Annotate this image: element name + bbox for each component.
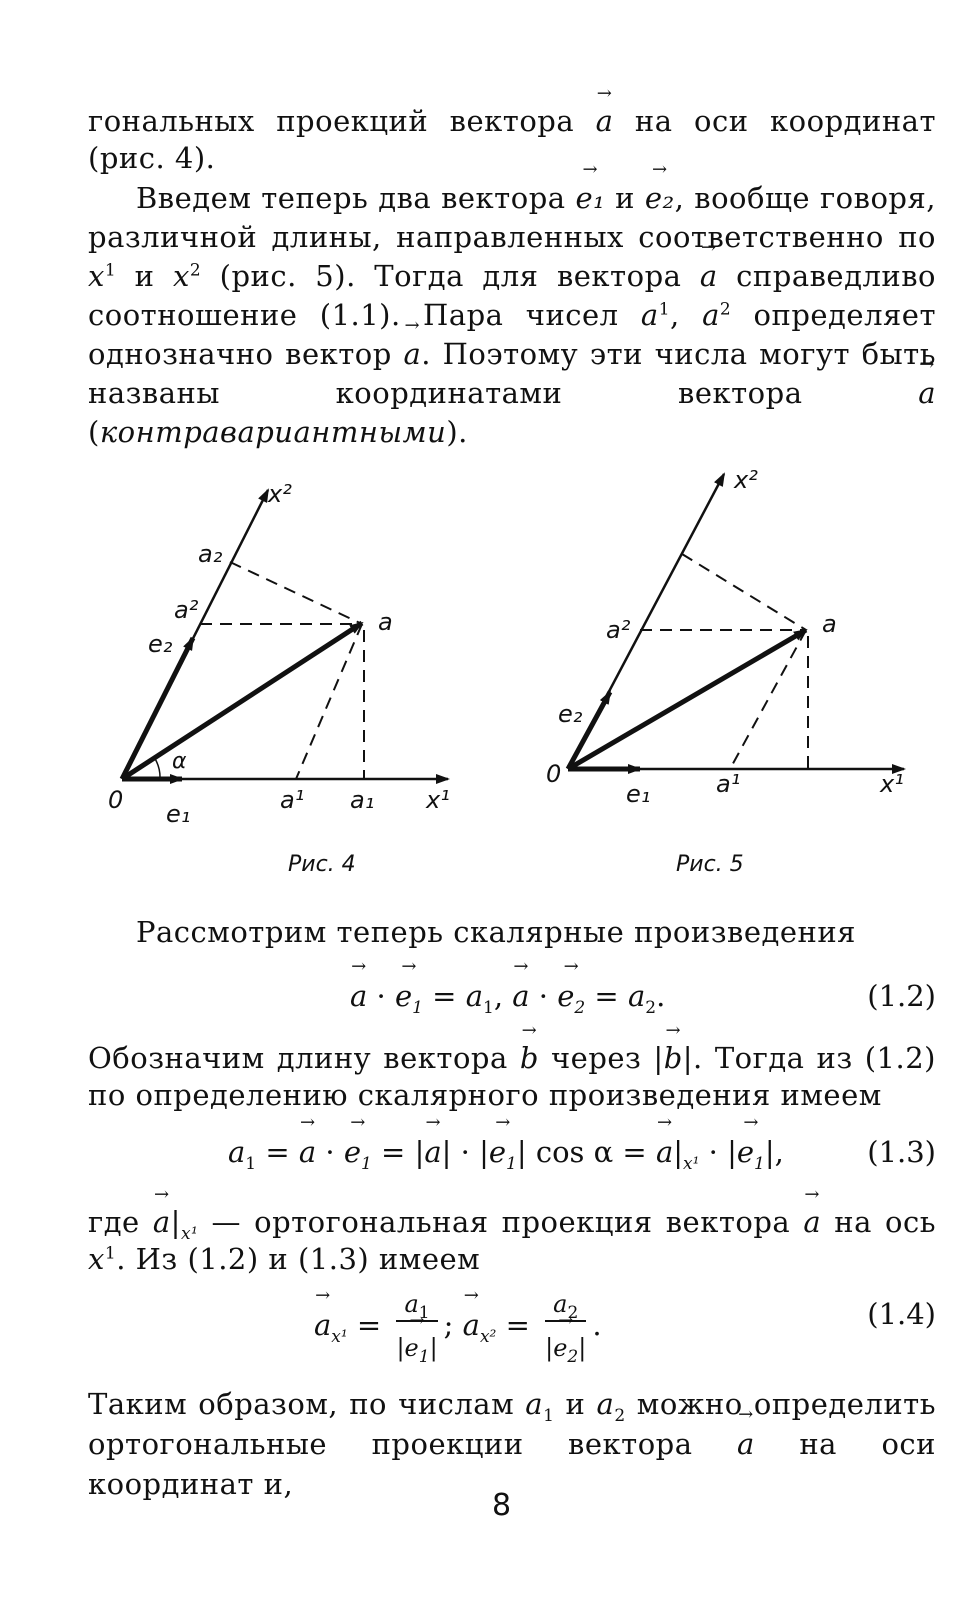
text: | bbox=[170, 1205, 181, 1239]
superscript: 1 bbox=[104, 1243, 117, 1264]
label-a-sup2: a² bbox=[606, 616, 631, 644]
text: , вообще говоря, различной длины, направленных соответственно по bbox=[88, 181, 937, 254]
equation-1-4 bbox=[88, 1288, 936, 1368]
vector-e1: → e₁ bbox=[575, 179, 605, 218]
equation-1-2 bbox=[88, 976, 936, 1036]
vector-e2 bbox=[557, 976, 585, 1016]
text: | bbox=[578, 1334, 587, 1362]
text: на оси координат (рис. 4). bbox=[88, 104, 936, 175]
text: · bbox=[316, 1135, 344, 1169]
text: Обозначим длину вектора bbox=[88, 1041, 520, 1075]
text: = a bbox=[585, 979, 646, 1013]
label-x1: x¹ bbox=[880, 770, 904, 798]
vector-e1 bbox=[395, 976, 423, 1016]
subscript: 1 bbox=[543, 1405, 555, 1426]
e-var: e bbox=[736, 1135, 755, 1169]
text: ( bbox=[88, 415, 100, 449]
text: |, bbox=[764, 1135, 784, 1169]
equation-number: (1.3) bbox=[867, 1135, 936, 1169]
label-a-sub1: a₁ bbox=[350, 786, 375, 814]
fraction bbox=[545, 1288, 586, 1366]
label-e2: e₂ bbox=[558, 700, 583, 728]
dashed-perp-x2 bbox=[230, 562, 362, 624]
dot: · bbox=[367, 979, 395, 1013]
paragraph-4 bbox=[88, 1040, 936, 1114]
label-e1: e₁ bbox=[626, 780, 651, 808]
superscript: 1 bbox=[104, 260, 117, 281]
vector-e1 bbox=[737, 1132, 765, 1172]
text: гональных проекций вектора bbox=[88, 104, 596, 138]
equation-number: (1.2) bbox=[867, 979, 936, 1013]
subscript: 1 bbox=[245, 1153, 257, 1174]
equation-body bbox=[314, 1288, 602, 1366]
subscript: 1 bbox=[754, 1153, 765, 1174]
caption-fig4: Рис. 4 bbox=[288, 852, 356, 877]
label-a: a bbox=[378, 608, 393, 636]
text: (рис. 5). Тогда для вектора bbox=[201, 259, 700, 293]
equation-body bbox=[350, 976, 665, 1016]
vector-e1 bbox=[405, 1330, 430, 1366]
subscript: 1 bbox=[506, 1153, 517, 1174]
text: | bbox=[545, 1334, 554, 1362]
subscript: x² bbox=[479, 1326, 497, 1347]
text: где bbox=[88, 1205, 153, 1239]
label-origin: 0 bbox=[546, 760, 562, 788]
e-var: e bbox=[343, 1135, 361, 1169]
e-var: e bbox=[557, 979, 575, 1013]
dot: · bbox=[529, 979, 558, 1013]
e-var: e bbox=[488, 1135, 507, 1169]
dashed-perp-x2 bbox=[682, 554, 806, 630]
text: = bbox=[347, 1308, 391, 1342]
text: Введем теперь два вектора bbox=[136, 181, 576, 215]
text: и bbox=[116, 259, 173, 293]
subscript: x¹ bbox=[180, 1223, 199, 1244]
text: . bbox=[656, 979, 666, 1013]
vector-a: → a bbox=[403, 335, 421, 374]
text: . Из (1.2) и (1.3) имеем bbox=[116, 1242, 481, 1276]
vector-e1 bbox=[344, 1132, 372, 1172]
vector-a: → a bbox=[424, 1132, 441, 1172]
subscript: x¹ bbox=[683, 1153, 700, 1174]
superscript: 2 bbox=[189, 260, 202, 281]
italic-term: контравариантными bbox=[99, 415, 447, 449]
fraction bbox=[396, 1288, 437, 1366]
subscript: 2 bbox=[645, 997, 657, 1018]
label-e2: e₂ bbox=[148, 630, 173, 658]
vector-a: → a bbox=[737, 1424, 755, 1464]
text: |. Тогда из (1.2) по определению скалярного произведения имеем bbox=[88, 1041, 936, 1112]
vector-a: → a bbox=[918, 374, 936, 413]
text: через | bbox=[538, 1041, 664, 1075]
text: , bbox=[493, 979, 513, 1013]
text: . bbox=[592, 1308, 602, 1342]
denominator bbox=[545, 1322, 586, 1366]
text: | bbox=[429, 1334, 438, 1362]
paragraph-6 bbox=[88, 1384, 936, 1504]
text: , bbox=[670, 298, 703, 332]
label-x2: x² bbox=[734, 466, 758, 494]
subscript: 2 bbox=[614, 1405, 626, 1426]
text: ). bbox=[446, 415, 468, 449]
label-a-sup2: a² bbox=[174, 596, 199, 624]
a-var: a bbox=[596, 1387, 615, 1421]
text: ; bbox=[443, 1308, 463, 1342]
caption-fig5: Рис. 5 bbox=[676, 852, 744, 877]
vector-a: → a bbox=[463, 1305, 480, 1345]
text: на оси координат и, bbox=[88, 1427, 936, 1501]
x-var: x bbox=[172, 259, 190, 293]
paragraph-1 bbox=[88, 103, 936, 177]
text: = a bbox=[422, 979, 483, 1013]
label-a-sup1: a¹ bbox=[280, 786, 305, 814]
paragraph-5 bbox=[88, 1204, 936, 1278]
x-var: x bbox=[88, 1242, 105, 1276]
text: | bbox=[396, 1334, 405, 1362]
text: = bbox=[256, 1135, 299, 1169]
vector-b: → b bbox=[520, 1040, 539, 1077]
text: на ось bbox=[821, 1205, 937, 1239]
text: = bbox=[496, 1308, 540, 1342]
vector-a: → a bbox=[350, 976, 367, 1016]
subscript: x¹ bbox=[331, 1326, 348, 1347]
text: | · | bbox=[441, 1135, 489, 1169]
e-var: e bbox=[394, 979, 413, 1013]
a-var: a bbox=[404, 1290, 419, 1318]
a-var: a bbox=[228, 1135, 246, 1169]
vector-e2 bbox=[553, 1330, 578, 1366]
text: = | bbox=[371, 1135, 425, 1169]
denominator bbox=[396, 1322, 437, 1366]
a-var: a bbox=[702, 298, 720, 332]
text: | cos α = bbox=[516, 1135, 656, 1169]
vector-a: → a bbox=[299, 1132, 316, 1172]
e-var: e bbox=[404, 1334, 419, 1362]
superscript: 2 bbox=[719, 299, 732, 320]
vector-e1 bbox=[489, 1132, 517, 1172]
text: и bbox=[554, 1387, 597, 1421]
text: можно определить ортогональные проекции вектора bbox=[88, 1387, 936, 1461]
subscript: 1 bbox=[361, 1153, 372, 1174]
label-x2: x² bbox=[268, 480, 292, 508]
text: · | bbox=[699, 1135, 737, 1169]
vector-a: → a bbox=[700, 257, 718, 296]
equation-number: (1.4) bbox=[867, 1297, 936, 1331]
equation-body bbox=[228, 1132, 784, 1172]
a-var: a bbox=[553, 1290, 568, 1318]
text: . Поэтому эти числа могут быть названы координатами вектора bbox=[88, 337, 936, 410]
superscript: 1 bbox=[658, 299, 671, 320]
vector-a: → a bbox=[596, 103, 614, 140]
label-x1: x¹ bbox=[426, 786, 450, 814]
subscript: 1 bbox=[482, 997, 494, 1018]
a-var: a bbox=[640, 298, 659, 332]
text: | bbox=[673, 1135, 684, 1169]
text: — ортогональная проекция вектора bbox=[198, 1205, 804, 1239]
equation-1-3 bbox=[88, 1132, 936, 1192]
subscript: 2 bbox=[574, 997, 586, 1018]
text: Рассмотрим теперь скалярные произведения bbox=[136, 915, 856, 949]
label-origin: 0 bbox=[108, 786, 124, 814]
figure-5 bbox=[540, 460, 940, 830]
subscript: 2 bbox=[567, 1346, 579, 1367]
paragraph-2 bbox=[88, 179, 936, 452]
text: и bbox=[605, 181, 645, 215]
page-number: 8 bbox=[492, 1488, 512, 1523]
label-a-sub2: a₂ bbox=[198, 540, 223, 568]
text: Таким образом, по числам bbox=[88, 1387, 526, 1421]
label-alpha: α bbox=[172, 749, 187, 774]
label-a: a bbox=[822, 610, 837, 638]
vector-a: → a bbox=[656, 1132, 673, 1172]
vector-e2: → e₂ bbox=[645, 179, 675, 218]
paragraph-3 bbox=[88, 914, 936, 951]
vector-a: → a bbox=[153, 1204, 171, 1241]
subscript: 1 bbox=[418, 1302, 430, 1323]
label-a-sup1: a¹ bbox=[716, 770, 741, 798]
vector-a: → a bbox=[314, 1305, 331, 1345]
vector-a: → a bbox=[512, 976, 529, 1016]
text: справедливо соотношение (1.1). Пара чисел bbox=[88, 259, 936, 332]
text: определяет однозначно вектор bbox=[88, 298, 936, 371]
e-var: e bbox=[553, 1334, 568, 1362]
subscript: 2 bbox=[567, 1302, 579, 1323]
subscript: 1 bbox=[412, 997, 423, 1018]
vector-a: → a bbox=[803, 1204, 821, 1241]
a-var: a bbox=[525, 1387, 544, 1421]
vector-b: → b bbox=[664, 1040, 683, 1077]
figure-4 bbox=[100, 470, 500, 840]
label-e1: e₁ bbox=[166, 800, 191, 828]
subscript: 1 bbox=[418, 1346, 430, 1367]
x-var: x bbox=[88, 259, 105, 293]
